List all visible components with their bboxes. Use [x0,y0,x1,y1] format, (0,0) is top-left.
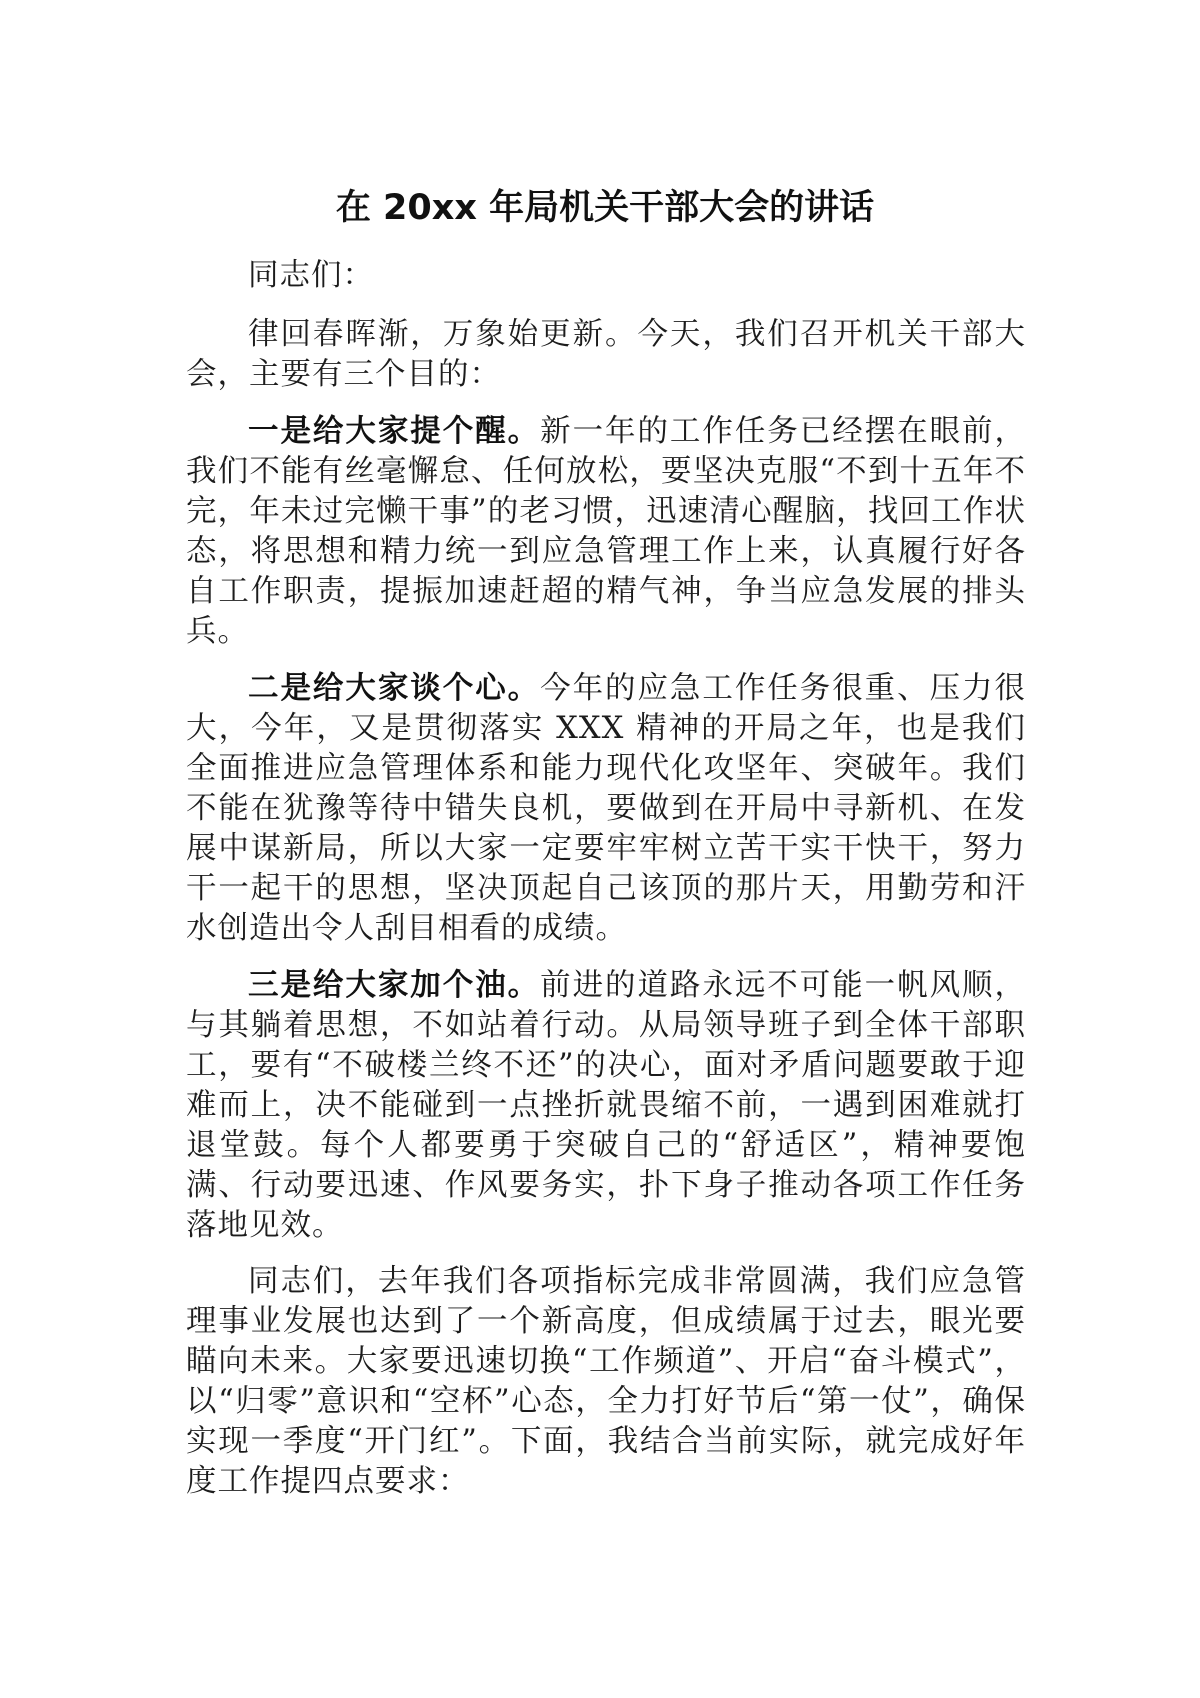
point-two-paragraph [186,669,1026,949]
document-title: 在 20xx 年局机关干部大会的讲话 [335,188,875,228]
point-three-body: 前进的道路永远不可能一帆风顺，与其躺着思想，不如站着行动。从局领导班子到全体干部职工，要有“不破楼兰终不还”的决心，面对矛盾问题要敢于迎难而上，决不能碰到一点挫折就畏缩不前，一遇到困难就打退堂鼓。每个人都要勇于突破自己的“舒适区”，精神要饱满、行动要迅速、作风要务实，扑下身子推动各项工作任务落地见效。 [186,968,1026,1243]
intro-paragraph: 律回春晖渐，万象始更新。今天，我们召开机关干部大会，主要有三个目的： [186,317,1026,392]
point-one-body: 新一年的工作任务已经摆在眼前，我们不能有丝毫懈怠、任何放松，要坚决克服“不到十五年不完，年未过完懒干事”的老习惯，迅速清心醒脑，找回工作状态，将思想和精力统一到应急管理工作上来，认真履行好各自工作职责，提振加速赶超的精气神，争当应急发展的排头兵。 [186,414,1026,649]
point-two-body: 今年的应急工作任务很重、压力很大，今年，又是贯彻落实 XXX 精神的开局之年，也是我们全面推进应急管理体系和能力现代化攻坚年、突破年。我们不能在犹豫等待中错失良机，要做到在开局中寻新机、在发展中谋新局，所以大家一定要牢牢树立苦干实干快干，努力干一起干的思想，坚决顶起自己该顶的那片天，用勤劳和汗水创造出令人刮目相看的成绩。 [186,671,1026,946]
point-one-lead: 一是给大家提个醒。 [248,414,541,449]
closing-paragraph: 同志们，去年我们各项指标完成非常圆满，我们应急管理事业发展也达到了一个新高度，但成绩属于过去，眼光要瞄向未来。大家要迅速切换“工作频道”、开启“奋斗模式”，以“归零”意识和“空杯”心态，全力打好节后“第一仗”，确保实现一季度“开门红”。下面，我结合当前实际，就完成好年度工作提四点要求： [186,1264,1026,1499]
greeting-paragraph: 同志们： [248,258,374,293]
point-one-paragraph [186,412,1026,652]
point-three-paragraph [186,966,1026,1246]
point-two-lead: 二是给大家谈个心。 [248,671,541,706]
point-three-lead: 三是给大家加个油。 [248,968,541,1003]
